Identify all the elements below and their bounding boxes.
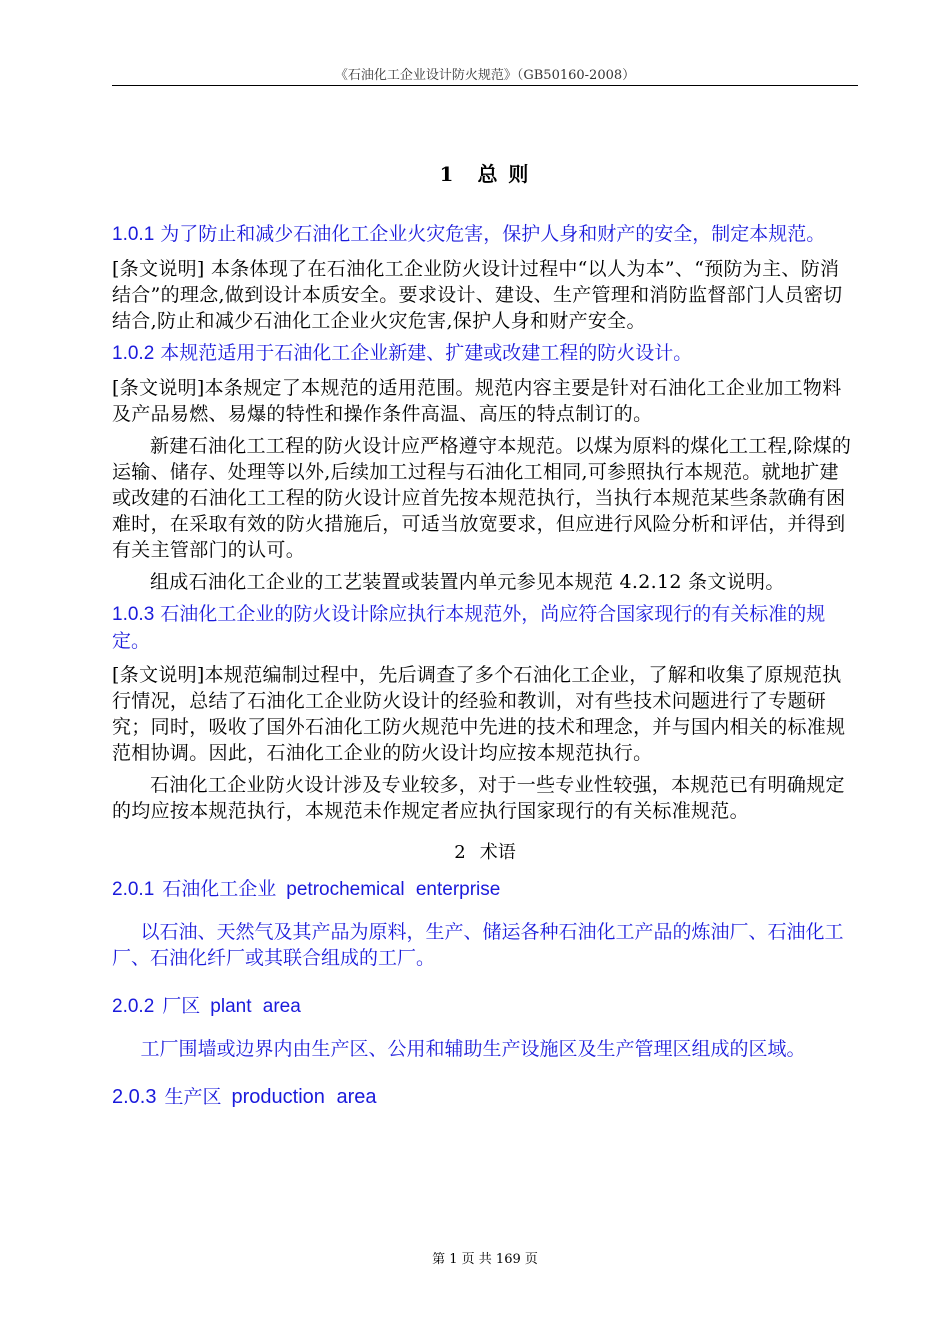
explanation-paragraph: 石油化工企业防火设计涉及专业较多，对于一些专业性较强，本规范已有明确规定的均应按本规范执行，本规范未作规定者应执行国家现行的有关标准规范。 xyxy=(112,774,845,822)
article-text: 为了防止和减少石油化工企业火灾危害，保护人身和财产的安全，制定本规范。 xyxy=(160,223,826,245)
term-en: plant area xyxy=(210,996,301,1017)
term-definition: 以石油、天然气及其产品为原料，生产、储运各种石油化工产品的炼油厂、石油化工厂、石油化纤厂或其联合组成的工厂。 xyxy=(112,921,844,969)
term-en: petrochemical enterprise xyxy=(286,879,501,900)
term-number: 2.0.3 xyxy=(112,1086,157,1108)
article-text: 本规范适用于石油化工企业新建、扩建或改建工程的防火设计。 xyxy=(160,342,693,364)
term-number: 2.0.1 xyxy=(112,879,155,900)
term-zh: 生产区 xyxy=(164,1086,222,1108)
term-en: production area xyxy=(231,1086,377,1108)
term-zh: 石油化工企业 xyxy=(162,878,277,900)
term-2-0-3 xyxy=(112,1084,858,1110)
term-number: 2.0.2 xyxy=(112,996,155,1017)
chapter-2-heading xyxy=(112,838,858,864)
article-1-0-1 xyxy=(112,221,858,248)
header-rule xyxy=(112,85,858,86)
term-2-0-2 xyxy=(112,993,858,1020)
article-number: 1.0.3 xyxy=(112,604,155,625)
page-content xyxy=(112,148,858,1126)
running-header: 《石油化工企业设计防火规范》（GB50160-2008） xyxy=(334,68,636,83)
article-explanation: [条文说明] 本条体现了在石油化工企业防火设计过程中“以人为本”、“预防为主、防消结合”的理念,做到设计本质安全。要求设计、建设、生产管理和消防监督部门人员密切结合,防止和减少石油化工企业火灾危害,保护人身和财产安全。 xyxy=(112,258,843,332)
chapter-title: 术语 xyxy=(479,842,516,863)
article-1-0-3 xyxy=(112,601,858,654)
page-footer: 第 1 页 共 169 页 xyxy=(432,1252,538,1267)
article-1-0-2 xyxy=(112,340,858,367)
term-definition: 工厂围墙或边界内由生产区、公用和辅助生产设施区及生产管理区组成的区域。 xyxy=(140,1038,806,1060)
chapter-title: 总 则 xyxy=(477,162,531,186)
explanation-paragraph: 组成石油化工企业的工艺装置或装置内单元参见本规范 4.2.12 条文说明。 xyxy=(150,571,785,593)
article-text: 石油化工企业的防火设计除应执行本规范外，尚应符合国家现行的有关标准的规定。 xyxy=(112,603,826,652)
article-explanation: [条文说明]本规范编制过程中，先后调查了多个石油化工企业，了解和收集了原规范执行情况，总结了石油化工企业防火设计的经验和教训，对有些技术问题进行了专题研究；同时，吸收了国外石油化工防火规范中先进的技术和理念，并与国内相关的标准规范相协调。因此，石油化工企业的防火设计均应按本规范执行。 xyxy=(112,664,846,764)
chapter-number: 2 xyxy=(454,842,466,863)
article-explanation: [条文说明]本条规定了本规范的适用范围。规范内容主要是针对石油化工企业加工物料及产品易燃、易爆的特性和操作条件高温、高压的特点制订的。 xyxy=(112,377,842,425)
chapter-1-heading xyxy=(112,158,858,187)
article-number: 1.0.2 xyxy=(112,343,155,364)
chapter-number: 1 xyxy=(439,162,456,186)
article-number: 1.0.1 xyxy=(112,224,155,245)
term-2-0-1 xyxy=(112,876,858,903)
term-zh: 厂区 xyxy=(162,995,201,1017)
explanation-paragraph: 新建石油化工工程的防火设计应严格遵守本规范。以煤为原料的煤化工工程,除煤的运输、储存、处理等以外,后续加工过程与石油化工相同,可参照执行本规范。就地扩建或改建的石油化工工程的防火设计应首先按本规范执行，当执行本规范某些条款确有困难时，在采取有效的防火措施后，可适当放宽要求，但应进行风险分析和评估，并得到有关主管部门的认可。 xyxy=(112,435,852,561)
